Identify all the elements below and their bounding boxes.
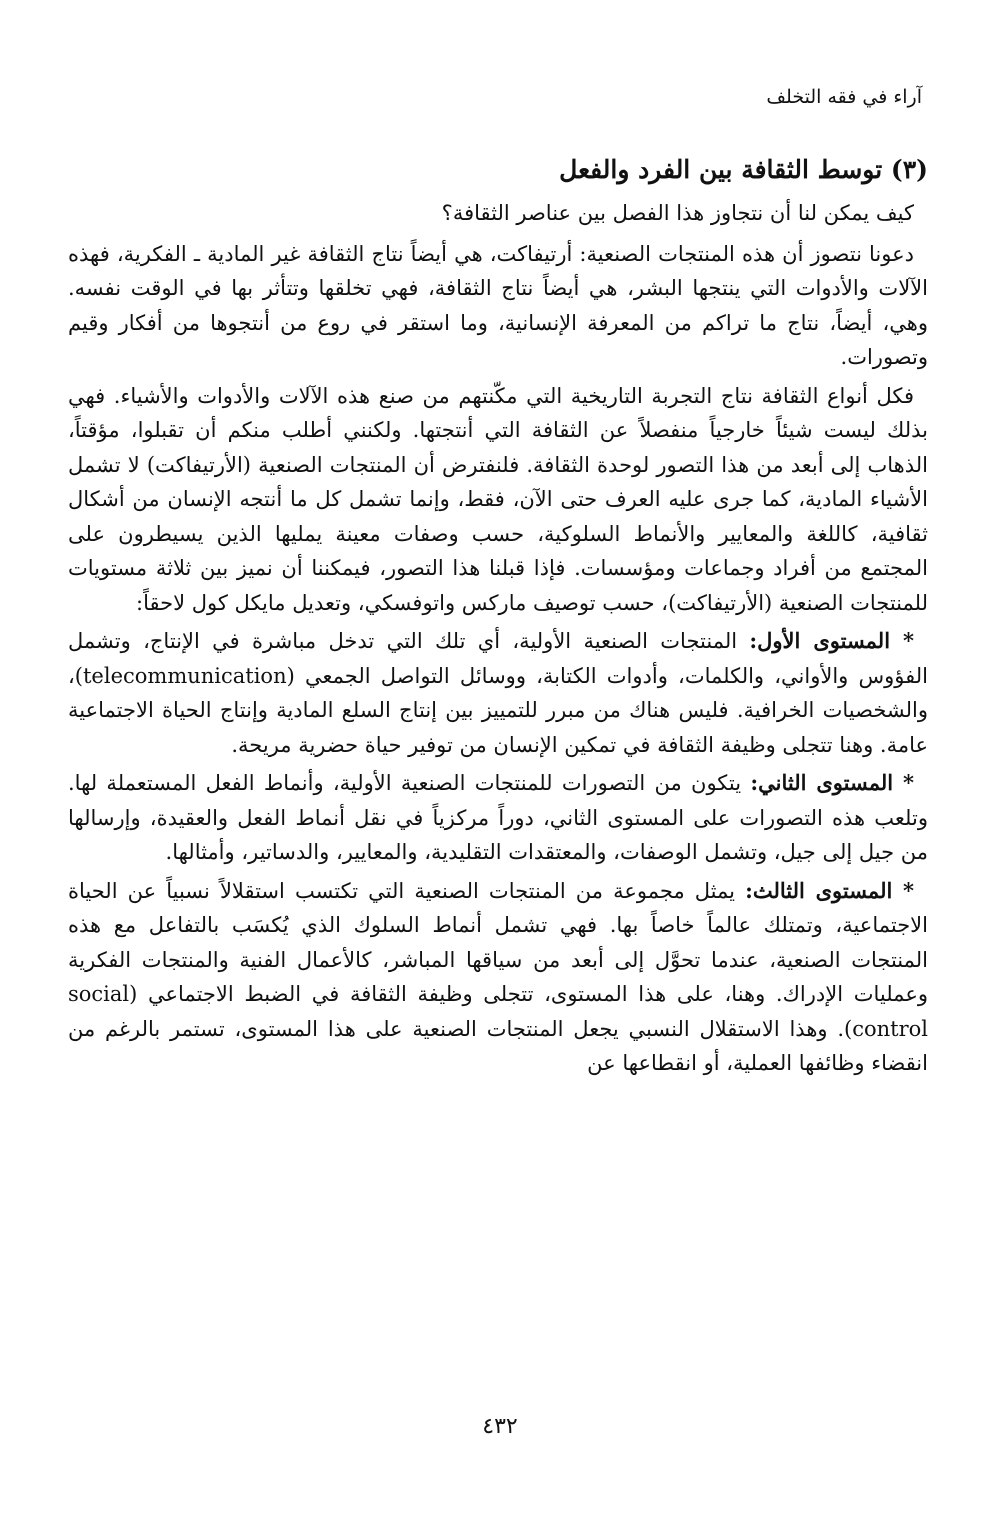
paragraph-culture-unity: فكل أنواع الثقافة نتاج التجربة التاريخية التي مكّنتهم من صنع هذه الآلات والأدوات والأشياء. فهي بذلك ليست شيئاً خارجياً منفصلاً عن الثقافة التي أنتجتها. ولكنني أطلب منكم أن تقبلوا، مؤقتاً، الذهاب إلى أبعد من هذا التصور لوحدة الثقافة. فلنفترض أن المنتجات الصنعية (الأرتيفاكت) لا تشمل الأشياء المادية، كما جرى عليه العرف حتى الآن، فقط، وإنما تشمل كل ما أنتجه الإنسان من أشكال ثقافية، كاللغة والمعايير والأنماط السلوكية، حسب وصفات معينة يمليها الذين يسيطرون على المجتمع من أفراد وجماعات ومؤسسات. فإذا قبلنا هذا التصور، فيمكننا أن نميز بين ثلاثة مستويات للمنتجات الصنعية (الأرتيفاكت)، حسب توصيف ماركس واتوفسكي، وتعديل مايكل كول لاحقاً: [68, 383, 928, 615]
paragraph-question: كيف يمكن لنا أن نتجاوز هذا الفصل بين عناصر الثقافة؟ [441, 201, 914, 225]
page-body [68, 150, 928, 1085]
section-heading: (٣) توسط الثقافة بين الفرد والفعل [559, 155, 928, 184]
paragraph-artifacts: دعونا نتصوز أن هذه المنتجات الصنعية: أرتيفاكت، هي أيضاً نتاج الثقافة غير المادية ـ الفكرية، فهذه الآلات والأدوات التي ينتجها البشر، هي أيضاً نتاج الثقافة، فهي تخلقها وتتأثر بها في الوقت نفسه. وهي، أيضاً، نتاج ما تراكم من المعرفة الإنسانية، وما استقر في روع من أنتجوها من أفكار وقيم وتصورات. [68, 241, 928, 369]
page-number: ٤٣٢ [482, 1414, 518, 1439]
level-second-label: * المستوى الثاني: [750, 770, 914, 795]
level-second-text: يتكون من التصورات للمنتجات الصنعية الأولية، وأنماط الفعل المستعملة لها. وتلعب هذه التصورات على المستوى الثاني، دوراً مركزياً في نقل أنماط الفعل والعقيدة، وإرسالها من جيل إلى جيل، وتشمل الوصفات، والمعتقدات التقليدية، والمعايير، والدساتير، وأمثالها. [68, 771, 928, 864]
level-first-text: المنتجات الصنعية الأولية، أي تلك التي تدخل مباشرة في الإنتاج، وتشمل الفؤوس والأواني، والكلمات، وأدوات الكتابة، ووسائل التواصل الجمعي (telecommunication)، والشخصيات الخرافية. فليس هناك من مبرر للتمييز بين إنتاج السلع المادية وإنتاج الحياة الاجتماعية عامة. وهنا تتجلى وظيفة الثقافة في تمكين الإنسان من توفير حياة حضرية مريحة. [68, 629, 928, 757]
level-first-label: * المستوى الأول: [749, 628, 914, 653]
level-third-text: يمثل مجموعة من المنتجات الصنعية التي تكتسب استقلالاً نسبياً عن الحياة الاجتماعية، وتمتلك عالماً خاصاً بها. فهي تشمل أنماط السلوك الذي يُكسَب بالتفاعل مع هذه المنتجات الصنعية، عندما تحوَّل إلى أبعد من سياقها المباشر، كالأعمال الفنية والمنتجات الفكرية وعمليات الإدراك. وهنا، على هذا المستوى، تتجلى وظيفة الثقافة في الضبط الاجتماعي (social control). وهذا الاستقلال النسبي يجعل المنتجات الصنعية على هذا المستوى، تستمر بالرغم من انقضاء وظائفها العملية، أو انقطاعها عن [68, 878, 928, 1075]
level-first-paragraph [68, 624, 928, 762]
level-third-paragraph [68, 874, 928, 1081]
running-header: آراء في فقه التخلف [766, 86, 922, 108]
level-second-paragraph [68, 766, 928, 870]
level-third-label: * المستوى الثالث: [745, 877, 915, 903]
